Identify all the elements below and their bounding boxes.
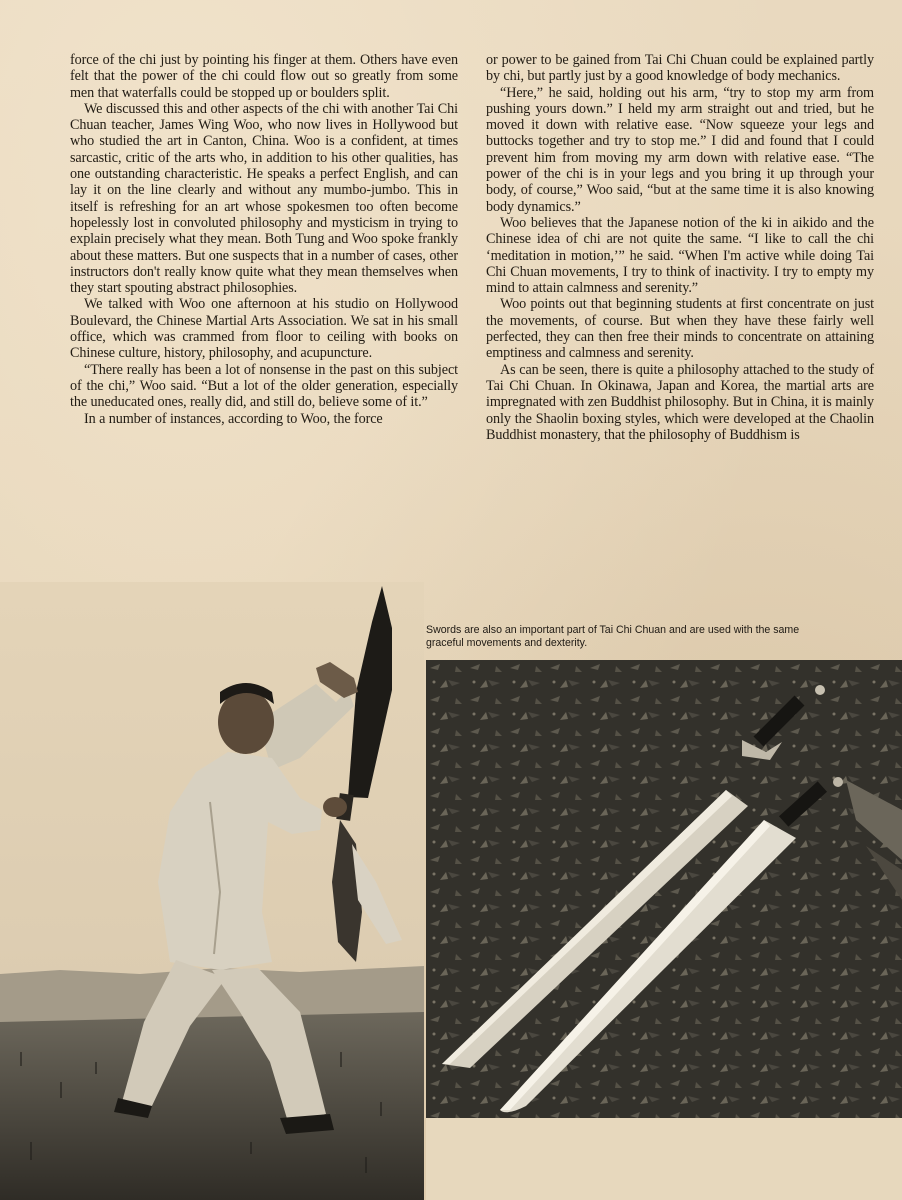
left-paragraph: In a number of instances, according to Woo, the force — [84, 410, 383, 427]
left-paragraph: force of the chi just by pointing his finger at them. Others have even felt that the power of the chi could flow out so greatly from some men that waterfalls could be stopped up or boulders split. — [70, 52, 458, 101]
left-paragraph: “There really has been a lot of nonsense in the past on this subject of the chi,” Woo said. “But a lot of the older generation, especially the uneducated ones, really did, and still do, believe some of it.” — [70, 361, 458, 411]
left-paragraph: We discussed this and other aspects of the chi with another Tai Chi Chuan teacher, James Wing Woo, who now lives in Hollywood but who studied the art in Canton, China. Woo is a confident, at times sarcastic, critic of the arts who, in addition to his other qualities, has one outstanding characteristic. He speaks a perfect English, and can lay it on the line clearly and without any mumbo-jumbo. This in itself is refreshing for an art whose spokesmen too often become hopelessly lost in convoluted philosophy and mysticism in trying to explain precisely what they mean. Both Tung and Woo spoke frankly about these matters. But one suspects that in a number of cases, other instructors don't really know quite what they mean themselves when they start spouting abstract philosophies. — [70, 100, 458, 297]
right-paragraph: Woo believes that the Japanese notion of the ki in aikido and the Chinese idea of chi are not quite the same. “I like to call the chi ‘meditation in motion,’” he said. “When I'm active while doing Tai Chi Chuan movements, I try to think of inactivity. I try to empty my mind to attain calmness and serenity.” — [486, 214, 874, 297]
article-column-right — [486, 52, 874, 443]
right-paragraph: Woo points out that beginning students at first concentrate on just the movements, of course. But when they have these fairly well perfected, they can then free their minds to concentrate on attaining emptiness and calmness and serenity. — [486, 296, 874, 362]
blank-paper-area — [426, 1118, 902, 1200]
photo-caption: Swords are also an important part of Tai Chi Chuan and are used with the same graceful movements and dexterity. — [426, 624, 800, 649]
right-paragraph: As can be seen, there is quite a philosophy attached to the study of Tai Chi Chuan. In Okinawa, Japan and Korea, the martial arts are impregnated with zen Buddhist philosophy. But in China, it is mainly only the Shaolin boxing styles, which were developed at the Chaolin Buddhist monastery, that the philosophy of Buddhism is — [486, 361, 874, 443]
article-column-left — [70, 52, 458, 427]
swordsman-photo — [0, 582, 424, 1200]
right-paragraph: “Here,” he said, holding out his arm, “try to stop my arm from pushing yours down.” I held my arm straight out and tried, but he moved it down with relative ease. “Now squeeze your legs and buttocks together and try to stop me.” I did and found that I could prevent him from moving my arm down with relative ease. “The power of the chi is in your legs and you bring it up through your body, of course,” Woo said, “but at the same time it is also knowing body dynamics.” — [486, 84, 874, 215]
left-paragraph: We talked with Woo one afternoon at his studio on Hollywood Boulevard, the Chinese Martial Arts Association. We sat in his small office, which was crammed from floor to ceiling with books on Chinese culture, history, philosophy, and acupuncture. — [70, 296, 458, 362]
right-paragraph: or power to be gained from Tai Chi Chuan could be explained partly by chi, but partly just by a good knowledge of body mechanics. — [486, 52, 874, 85]
swords-on-grass-photo — [426, 660, 902, 1118]
